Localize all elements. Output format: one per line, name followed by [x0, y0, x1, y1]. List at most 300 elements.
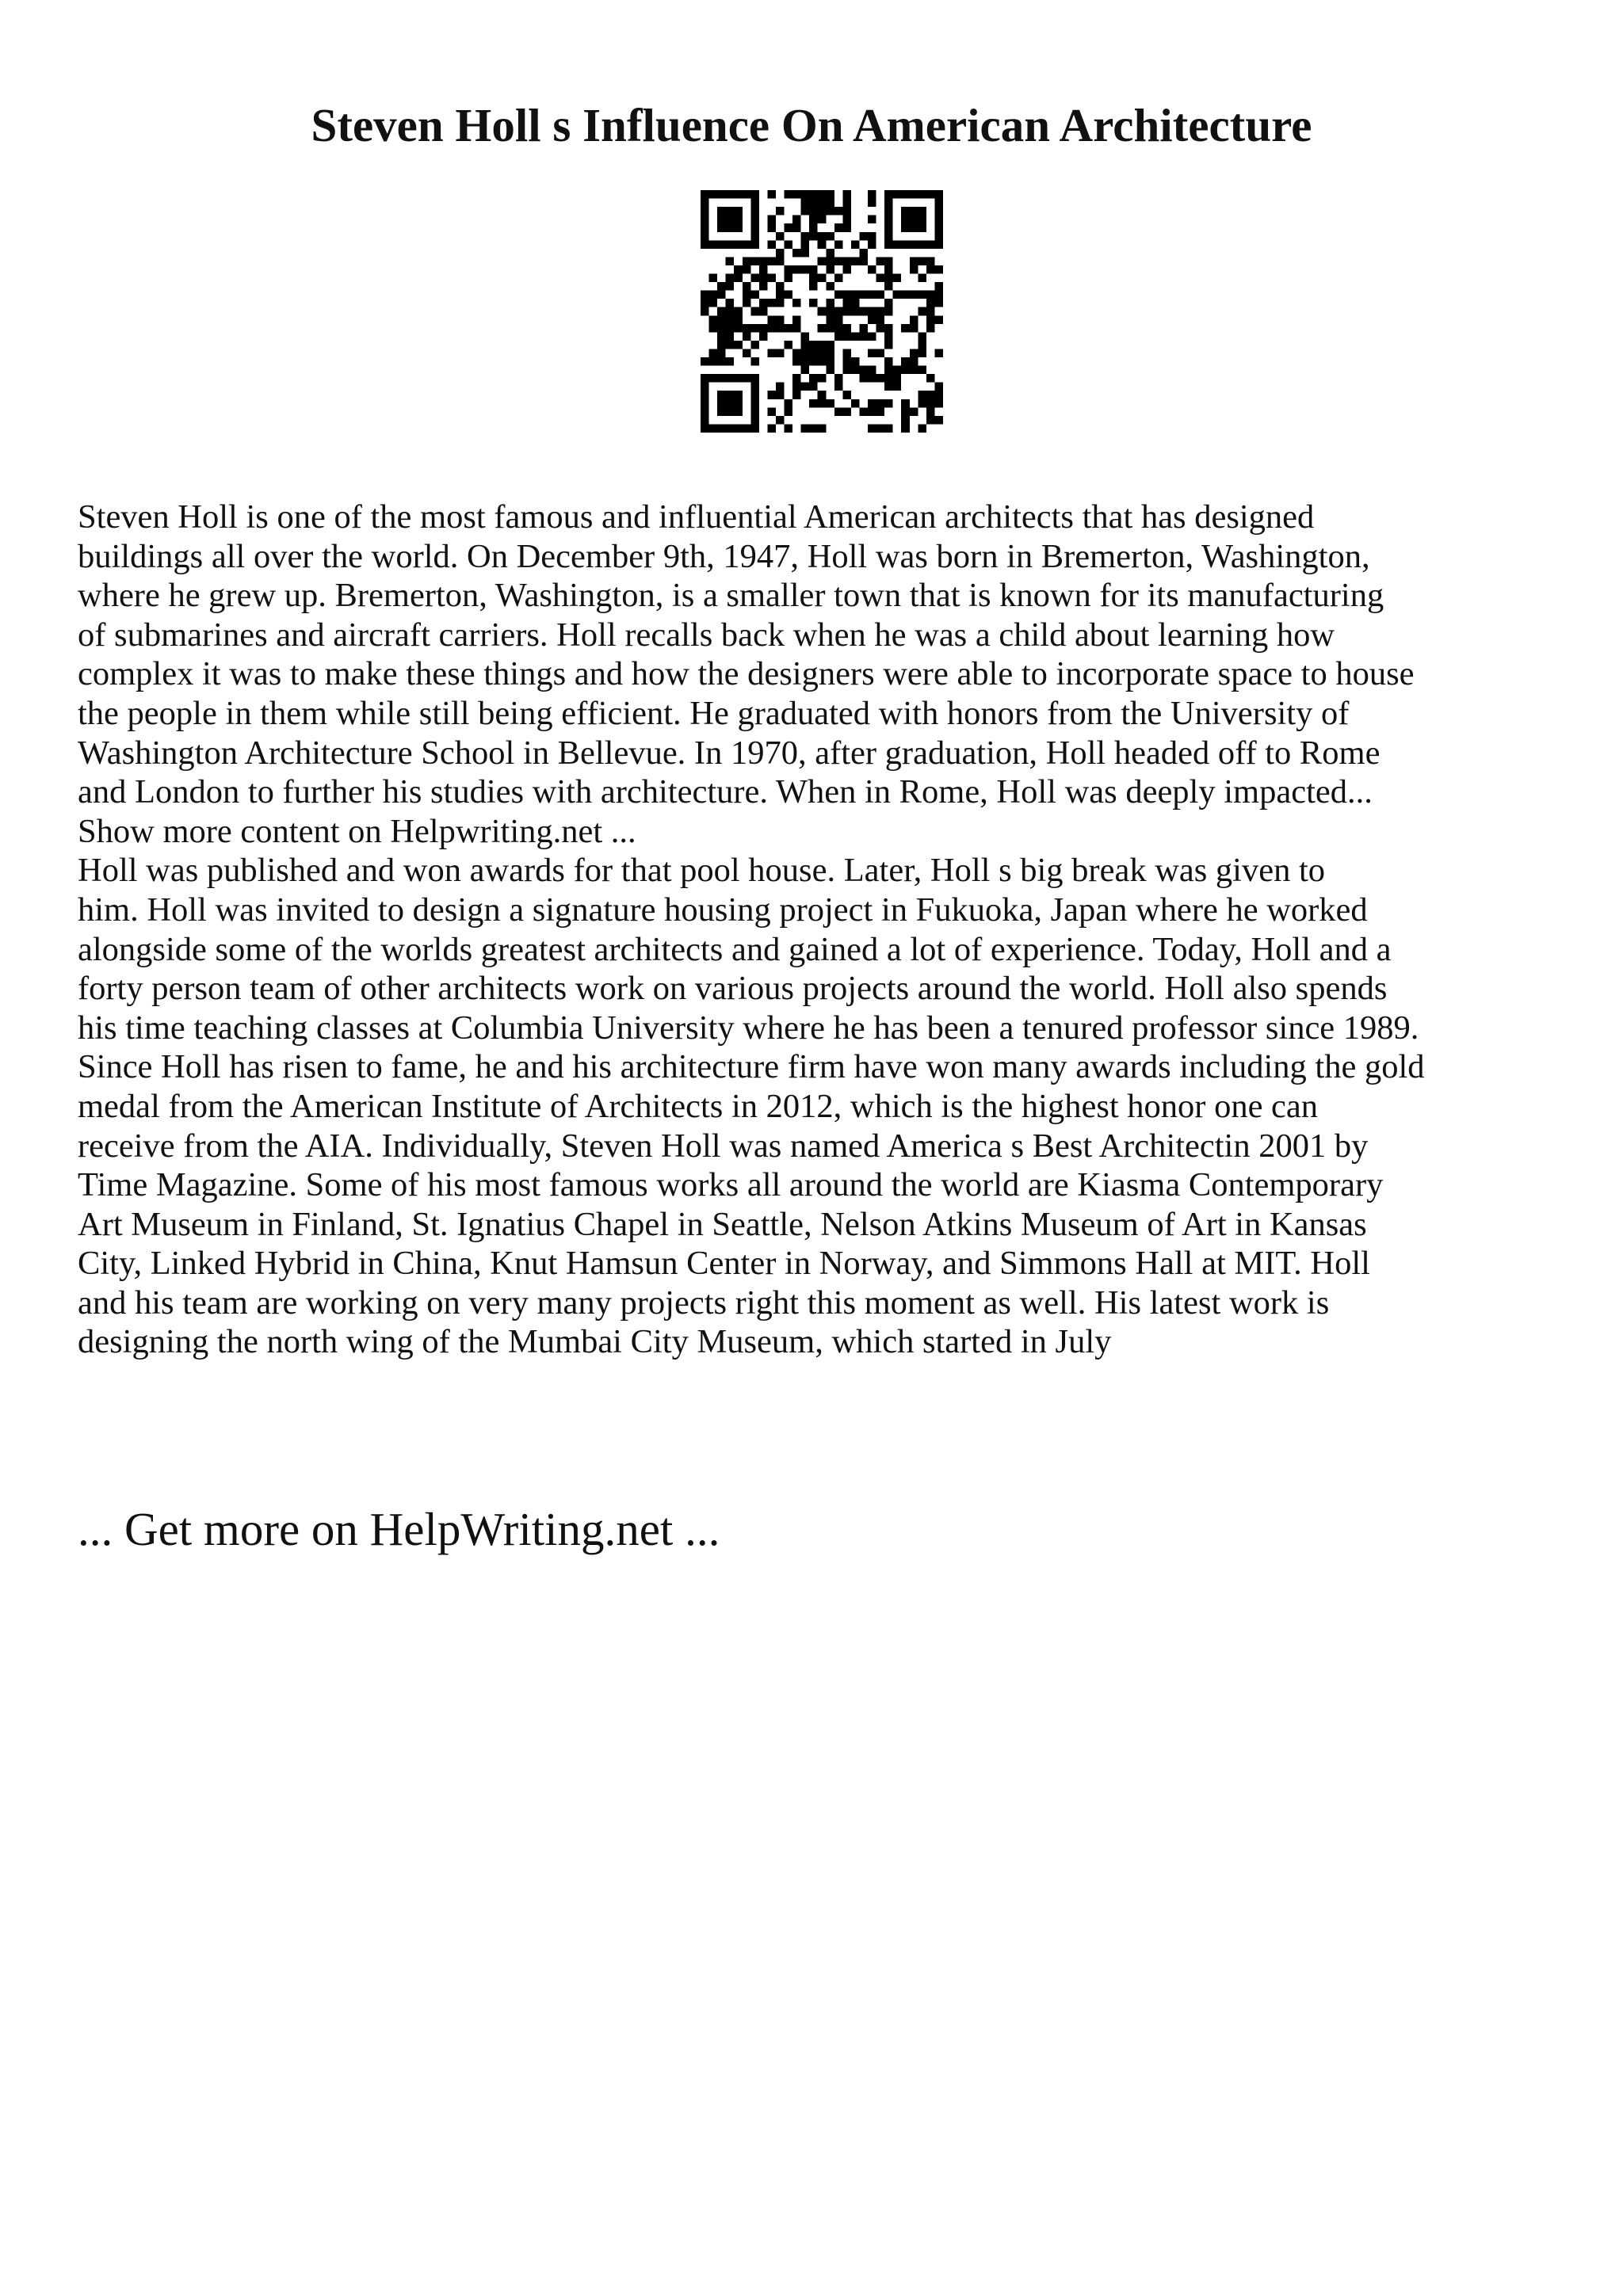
qr-module — [918, 424, 926, 433]
qr-module — [801, 232, 810, 241]
qr-module — [734, 399, 743, 408]
qr-module — [876, 324, 885, 333]
qr-module — [809, 282, 818, 291]
qr-module — [868, 349, 876, 357]
qr-module — [776, 315, 785, 324]
qr-module — [834, 374, 843, 383]
qr-module — [776, 416, 785, 425]
qr-module — [726, 207, 735, 215]
qr-module — [785, 240, 793, 249]
qr-module — [859, 407, 868, 416]
qr-module — [893, 190, 902, 199]
qr-module — [701, 383, 709, 391]
qr-module — [717, 240, 726, 249]
qr-module — [785, 424, 793, 433]
qr-module — [926, 190, 935, 199]
qr-module — [851, 332, 860, 341]
qr-module — [859, 232, 868, 241]
qr-module — [918, 332, 926, 341]
qr-module — [926, 307, 935, 316]
qr-module — [926, 257, 935, 265]
qr-module — [826, 341, 834, 349]
qr-module — [701, 374, 709, 383]
qr-module — [734, 265, 743, 274]
qr-module — [842, 357, 851, 366]
qr-module — [934, 265, 943, 274]
body-line: Steven Holl is one of the most famous and influential American architects that has designed — [78, 498, 1315, 536]
qr-module — [743, 332, 751, 341]
qr-module — [750, 291, 759, 299]
qr-module — [750, 307, 759, 316]
qr-module — [934, 199, 943, 208]
qr-module — [717, 374, 726, 383]
qr-module — [809, 399, 818, 408]
qr-module — [717, 357, 726, 366]
qr-module — [910, 223, 918, 232]
qr-module — [859, 249, 868, 257]
qr-module — [767, 223, 776, 232]
qr-module — [818, 424, 827, 433]
qr-module — [818, 215, 827, 224]
qr-module — [759, 332, 768, 341]
qr-module — [792, 324, 801, 333]
qr-module — [910, 366, 918, 375]
qr-module — [809, 223, 818, 232]
body-line: Art Museum in Finland, St. Ignatius Chapel in Seattle, Nelson Atkins Museum of Art in Kansas — [78, 1205, 1367, 1243]
qr-module — [918, 207, 926, 215]
qr-module — [701, 240, 709, 249]
qr-module — [934, 240, 943, 249]
qr-module — [750, 399, 759, 408]
qr-module — [792, 299, 801, 307]
qr-module — [818, 207, 827, 215]
qr-module — [868, 232, 876, 241]
qr-module — [785, 274, 793, 283]
qr-module — [876, 349, 885, 357]
qr-module — [910, 357, 918, 366]
qr-module — [918, 341, 926, 349]
body-line: of submarines and aircraft carriers. Holl recalls back when he was a child about learning how — [78, 616, 1335, 654]
qr-module — [709, 349, 718, 357]
qr-module — [851, 240, 860, 249]
qr-module — [734, 424, 743, 433]
qr-module — [759, 324, 768, 333]
qr-module — [785, 324, 793, 333]
qr-module — [726, 315, 735, 324]
qr-module — [918, 215, 926, 224]
qr-module — [709, 291, 718, 299]
qr-module — [759, 282, 768, 291]
qr-module — [859, 307, 868, 316]
qr-module — [934, 232, 943, 241]
qr-module — [910, 324, 918, 333]
qr-module — [868, 190, 876, 199]
qr-module — [767, 324, 776, 333]
body-line: medal from the American Institute of Architects in 2012, which is the highest honor one can — [78, 1087, 1319, 1125]
qr-module — [717, 424, 726, 433]
qr-module — [801, 383, 810, 391]
qr-module — [884, 232, 893, 241]
qr-module — [834, 257, 843, 265]
qr-module — [818, 341, 827, 349]
qr-module — [926, 315, 935, 324]
qr-module — [842, 190, 851, 199]
show-more-link[interactable]: Show more content on Helpwriting.net ... — [78, 812, 636, 850]
qr-module — [734, 207, 743, 215]
qr-module — [926, 374, 935, 383]
qr-module — [910, 407, 918, 416]
qr-module — [726, 407, 735, 416]
qr-module — [750, 374, 759, 383]
qr-module — [859, 257, 868, 265]
qr-module — [734, 240, 743, 249]
qr-module — [726, 357, 735, 366]
qr-module — [834, 223, 843, 232]
qr-module — [901, 190, 910, 199]
qr-module — [750, 274, 759, 283]
qr-module — [826, 207, 834, 215]
qr-module — [910, 315, 918, 324]
qr-module — [918, 349, 926, 357]
body-line: forty person team of other architects work on various projects around the world. Holl also spends — [78, 970, 1388, 1008]
qr-module — [901, 366, 910, 375]
qr-module — [918, 391, 926, 399]
qr-module — [934, 399, 943, 408]
qr-module — [701, 215, 709, 224]
qr-module — [934, 383, 943, 391]
qr-module — [834, 274, 843, 283]
qr-module — [818, 374, 827, 383]
qr-module — [726, 399, 735, 408]
qr-module — [893, 383, 902, 391]
qr-module — [918, 274, 926, 283]
qr-module — [717, 324, 726, 333]
qr-module — [901, 407, 910, 416]
qr-module — [801, 249, 810, 257]
qr-module — [750, 190, 759, 199]
qr-module — [792, 349, 801, 357]
qr-module — [785, 399, 793, 408]
qr-module — [726, 240, 735, 249]
qr-module — [726, 324, 735, 333]
qr-module — [884, 366, 893, 375]
qr-module — [893, 366, 902, 375]
qr-module — [701, 190, 709, 199]
qr-module — [709, 240, 718, 249]
qr-module — [901, 357, 910, 366]
qr-module — [851, 357, 860, 366]
qr-module — [868, 407, 876, 416]
body-line: his time teaching classes at Columbia University where he has been a tenured professor since 1989. — [78, 1009, 1419, 1047]
qr-module — [709, 299, 718, 307]
qr-module — [884, 257, 893, 265]
qr-module — [826, 265, 834, 274]
qr-module — [842, 324, 851, 333]
qr-module — [717, 223, 726, 232]
qr-module — [701, 223, 709, 232]
qr-module — [934, 207, 943, 215]
body-line: and his team are working on very many projects right this moment as well. His latest work is — [78, 1283, 1330, 1322]
qr-module — [726, 223, 735, 232]
body-line: designing the north wing of the Mumbai City Museum, which started in July — [78, 1323, 1112, 1361]
qr-module — [701, 399, 709, 408]
body-line: the people in them while still being efficient. He graduated with honors from the University of — [78, 694, 1350, 732]
qr-module — [884, 265, 893, 274]
qr-module — [851, 366, 860, 375]
qr-code-icon[interactable] — [701, 190, 943, 433]
qr-module — [842, 199, 851, 208]
qr-module — [868, 424, 876, 433]
qr-module — [750, 407, 759, 416]
body-line: Since Holl has risen to fame, he and his architecture firm have won many awards including the gold — [78, 1048, 1425, 1086]
qr-module — [901, 291, 910, 299]
qr-module — [726, 307, 735, 316]
qr-module — [709, 324, 718, 333]
qr-module — [910, 257, 918, 265]
qr-module — [785, 223, 793, 232]
qr-module — [767, 190, 776, 199]
qr-module — [743, 282, 751, 291]
qr-module — [834, 307, 843, 316]
qr-module — [776, 282, 785, 291]
qr-module — [809, 299, 818, 307]
qr-module — [818, 399, 827, 408]
qr-module — [901, 240, 910, 249]
qr-module — [750, 424, 759, 433]
qr-module — [926, 416, 935, 425]
qr-module — [842, 257, 851, 265]
qr-module — [926, 407, 935, 416]
qr-module — [868, 215, 876, 224]
qr-code-graphic — [701, 190, 943, 433]
qr-module — [901, 207, 910, 215]
qr-module — [809, 424, 818, 433]
qr-module — [893, 374, 902, 383]
qr-module — [918, 257, 926, 265]
qr-module — [726, 341, 735, 349]
article-body — [78, 498, 1568, 1362]
qr-module — [834, 324, 843, 333]
qr-module — [801, 366, 810, 375]
qr-module — [776, 291, 785, 299]
body-line: City, Linked Hybrid in China, Knut Hamsun Center in Norway, and Simmons Hall at MIT. Holl — [78, 1245, 1370, 1283]
qr-module — [934, 299, 943, 307]
qr-module — [818, 199, 827, 208]
qr-module — [826, 199, 834, 208]
qr-module — [726, 391, 735, 399]
qr-module — [901, 223, 910, 232]
qr-module — [868, 374, 876, 383]
qr-module — [701, 424, 709, 433]
body-line: Washington Architecture School in Bellevue. In 1970, after graduation, Holl headed off to Rome — [78, 734, 1381, 772]
qr-module — [818, 391, 827, 399]
qr-module — [743, 257, 751, 265]
qr-module — [918, 366, 926, 375]
qr-module — [767, 391, 776, 399]
qr-module — [876, 291, 885, 299]
qr-module — [884, 332, 893, 341]
qr-module — [750, 357, 759, 366]
qr-module — [859, 332, 868, 341]
qr-module — [826, 357, 834, 366]
qr-module — [818, 190, 827, 199]
qr-module — [717, 391, 726, 399]
qr-module — [884, 374, 893, 383]
qr-module — [926, 265, 935, 274]
qr-module — [826, 349, 834, 357]
qr-module — [701, 416, 709, 425]
qr-module — [767, 257, 776, 265]
qr-module — [910, 207, 918, 215]
qr-module — [776, 383, 785, 391]
qr-module — [750, 199, 759, 208]
qr-module — [842, 291, 851, 299]
qr-module — [884, 207, 893, 215]
qr-module — [726, 274, 735, 283]
qr-module — [918, 291, 926, 299]
qr-module — [926, 324, 935, 333]
qr-module — [809, 383, 818, 391]
qr-module — [792, 215, 801, 224]
qr-module — [750, 391, 759, 399]
qr-module — [826, 249, 834, 257]
qr-module — [743, 299, 751, 307]
qr-module — [826, 232, 834, 241]
qr-module — [717, 349, 726, 357]
qr-module — [842, 299, 851, 307]
qr-module — [926, 299, 935, 307]
qr-module — [734, 307, 743, 316]
qr-module — [859, 374, 868, 383]
qr-module — [876, 374, 885, 383]
qr-module — [809, 374, 818, 383]
qr-module — [750, 341, 759, 349]
qr-module — [842, 349, 851, 357]
qr-module — [901, 215, 910, 224]
qr-module — [842, 366, 851, 375]
qr-module — [801, 199, 810, 208]
qr-module — [750, 215, 759, 224]
qr-module — [759, 299, 768, 307]
qr-module — [750, 324, 759, 333]
qr-module — [851, 291, 860, 299]
qr-module — [809, 341, 818, 349]
qr-module — [785, 341, 793, 349]
qr-module — [818, 274, 827, 283]
qr-module — [717, 215, 726, 224]
qr-module — [801, 332, 810, 341]
qr-module — [734, 407, 743, 416]
qr-module — [734, 374, 743, 383]
qr-module — [851, 257, 860, 265]
qr-module — [767, 215, 776, 224]
qr-module — [859, 324, 868, 333]
qr-module — [809, 349, 818, 357]
qr-module — [801, 265, 810, 274]
qr-module — [717, 307, 726, 316]
qr-module — [734, 190, 743, 199]
qr-module — [785, 291, 793, 299]
qr-module — [743, 240, 751, 249]
qr-module — [926, 391, 935, 399]
qr-module — [934, 215, 943, 224]
qr-module — [726, 299, 735, 307]
qr-module — [884, 383, 893, 391]
qr-module — [734, 215, 743, 224]
qr-module — [876, 315, 885, 324]
qr-module — [884, 240, 893, 249]
qr-module — [792, 315, 801, 324]
qr-module — [759, 307, 768, 316]
qr-module — [926, 240, 935, 249]
qr-module — [801, 349, 810, 357]
qr-module — [842, 307, 851, 316]
qr-module — [826, 299, 834, 307]
qr-module — [884, 282, 893, 291]
qr-module — [884, 199, 893, 208]
qr-module — [792, 357, 801, 366]
qr-module — [726, 257, 735, 265]
qr-module — [826, 257, 834, 265]
qr-module — [701, 407, 709, 416]
qr-module — [701, 291, 709, 299]
qr-module — [750, 383, 759, 391]
qr-module — [868, 307, 876, 316]
qr-module — [876, 424, 885, 433]
qr-module — [910, 349, 918, 357]
qr-module — [818, 232, 827, 241]
qr-module — [842, 215, 851, 224]
qr-module — [884, 357, 893, 366]
qr-module — [910, 240, 918, 249]
qr-module — [809, 207, 818, 215]
qr-module — [893, 274, 902, 283]
qr-module — [901, 424, 910, 433]
qr-module — [868, 265, 876, 274]
qr-module — [776, 391, 785, 399]
qr-module — [734, 391, 743, 399]
qr-module — [918, 190, 926, 199]
get-more-link[interactable]: ... Get more on HelpWriting.net ... — [78, 1503, 720, 1555]
qr-module — [801, 207, 810, 215]
qr-module — [701, 391, 709, 399]
qr-module — [934, 391, 943, 399]
qr-module — [834, 383, 843, 391]
qr-module — [743, 424, 751, 433]
qr-module — [826, 315, 834, 324]
qr-module — [842, 265, 851, 274]
qr-module — [901, 399, 910, 408]
body-line: him. Holl was invited to design a signature housing project in Fukuoka, Japan where he worked — [78, 891, 1368, 929]
qr-module — [826, 190, 834, 199]
qr-module — [826, 324, 834, 333]
qr-module — [759, 257, 768, 265]
qr-module — [801, 341, 810, 349]
qr-module — [934, 291, 943, 299]
qr-module — [776, 232, 785, 241]
qr-module — [809, 215, 818, 224]
qr-module — [910, 291, 918, 299]
qr-module — [734, 274, 743, 283]
qr-module — [910, 190, 918, 199]
qr-module — [868, 240, 876, 249]
qr-module — [776, 324, 785, 333]
qr-module — [792, 391, 801, 399]
qr-module — [826, 399, 834, 408]
qr-module — [868, 315, 876, 324]
document-title: Steven Holl s Influence On American Architecture — [311, 99, 1312, 151]
qr-module — [818, 240, 827, 249]
